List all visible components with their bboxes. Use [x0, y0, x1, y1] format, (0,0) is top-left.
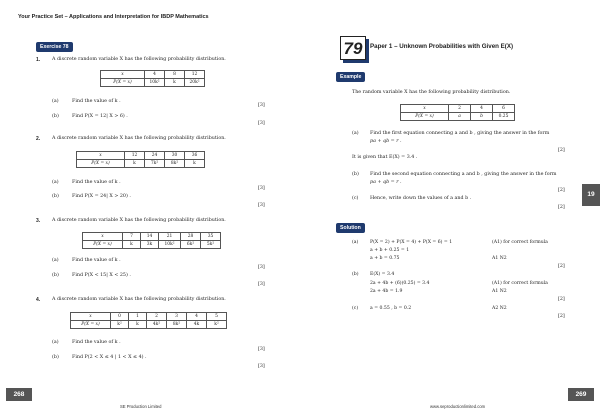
footer-text: SE Production Limited: [120, 404, 162, 409]
solution-line: a = 0.55 , b = 0.2: [370, 306, 412, 311]
book-title: Your Practice Set – Applications and Interpretation for IBDP Mathematics: [18, 14, 209, 20]
mark: [3]: [258, 265, 265, 270]
probability-table: x 7 14 21 28 35 P(X = x) k 3k 10k² 6k² 5k²: [82, 232, 221, 249]
part-label: (b): [52, 114, 59, 119]
part-text: Find the value of k .: [72, 340, 121, 345]
mark: [3]: [258, 347, 265, 352]
mark: [2]: [558, 148, 565, 153]
solution-line: E(X) = 3.4: [370, 272, 395, 277]
part-label: (b): [52, 273, 59, 278]
mark: [3]: [258, 103, 265, 108]
mark: [2]: [558, 264, 565, 269]
solution-line: P(X = 2) + P(X = 4) + P(X = 6) = 1: [370, 240, 453, 245]
solution-part-label: (c): [352, 306, 359, 311]
part-text: Find the value of k .: [72, 258, 121, 263]
solution-part-label: (a): [352, 240, 359, 245]
mark: [2]: [558, 205, 565, 210]
part-text: Hence, write down the values of a and b .: [370, 196, 472, 201]
part-text: Find P(X = 24| X > 20) .: [72, 194, 131, 199]
chapter-title: Paper 1 – Unknown Probabilities with Given E(X): [370, 43, 514, 50]
chapter-number: 79: [340, 36, 366, 60]
solution-line: a + b = 0.75: [370, 256, 400, 261]
question-stem: A discrete random variable X has the following probability distribution.: [52, 297, 226, 302]
part-label: (a): [52, 99, 59, 104]
solution-note: A1 N2: [492, 256, 507, 261]
solution-note: A2 N2: [492, 306, 507, 311]
mark: [2]: [558, 188, 565, 193]
chapter-side-tab: 19: [582, 184, 600, 206]
probability-table: x 12 24 30 36 P(X = x) k 7k² 8k² k: [76, 151, 205, 168]
question-stem: A discrete random variable X has the following probability distribution.: [52, 57, 226, 62]
part-label: (c): [352, 196, 359, 201]
given-text: It is given that E(X) = 3.4 .: [352, 155, 418, 160]
part-label: (b): [52, 355, 59, 360]
question-stem: A discrete random variable X has the following probability distribution.: [52, 136, 226, 141]
example-label: Example: [336, 72, 365, 82]
page-number: 268: [6, 388, 32, 401]
mark: [2]: [558, 297, 565, 302]
part-text: Find the value of k .: [72, 180, 121, 185]
part-text: Find P(X < 15| X < 25) .: [72, 273, 131, 278]
question-stem: A discrete random variable X has the following probability distribution.: [52, 218, 226, 223]
mark: [3]: [258, 203, 265, 208]
solution-note: A1 N2: [492, 289, 507, 294]
left-page: [0, 0, 296, 420]
part-label: (a): [52, 258, 59, 263]
question-number: 1.: [36, 57, 41, 63]
solution-note: (A1) for correct formula: [492, 240, 548, 245]
page-number: 269: [568, 388, 594, 401]
part-label: (a): [352, 131, 359, 136]
solution-note: (A1) for correct formula: [492, 281, 548, 286]
part-text: Find P(X = 12| X > 6) .: [72, 114, 128, 119]
question-number: 3.: [36, 218, 41, 224]
part-text: Find the value of k .: [72, 99, 121, 104]
mark: [2]: [558, 314, 565, 319]
mark: [3]: [258, 186, 265, 191]
probability-table: x 4 8 12 P(X = x) 10k² k 20k²: [100, 70, 205, 87]
footer-text: www.seproductionlimited.com: [430, 404, 486, 409]
part-text: Find P(2 < X ≤ 4 | 1 < X ≤ 4) .: [72, 355, 147, 360]
mark: [3]: [258, 282, 265, 287]
part-text: Find the first equation connecting a and b , giving the answer in the form: [370, 131, 550, 136]
part-text: pa + qb = r .: [370, 139, 402, 144]
exercise-label: Exercise 78: [36, 42, 73, 52]
part-label: (b): [352, 172, 359, 177]
mark: [3]: [258, 121, 265, 126]
solution-line: 2a + 4b = 1.9: [370, 289, 403, 294]
question-number: 2.: [36, 136, 41, 142]
part-text: pa + qb = r .: [370, 180, 402, 185]
question-number: 4.: [36, 297, 41, 303]
solution-line: a + b + 0.25 = 1: [370, 248, 410, 253]
probability-table: x 2 4 6 P(X = x) a b 0.25: [400, 104, 515, 121]
probability-table: x 0 1 2 3 4 5 P(X = x) k² k 4k² 8k² 4k k²: [70, 312, 227, 329]
part-label: (a): [52, 340, 59, 345]
part-label: (a): [52, 180, 59, 185]
part-text: Find the second equation connecting a and b , giving the answer in the form: [370, 172, 557, 177]
solution-part-label: (b): [352, 272, 359, 277]
mark: [3]: [258, 364, 265, 369]
solution-line: 2a + 4b + (6)(0.25) = 3.4: [370, 281, 430, 286]
solution-label: Solution: [336, 223, 365, 233]
part-label: (b): [52, 194, 59, 199]
example-stem: The random variable X has the following probability distribution.: [352, 90, 511, 95]
